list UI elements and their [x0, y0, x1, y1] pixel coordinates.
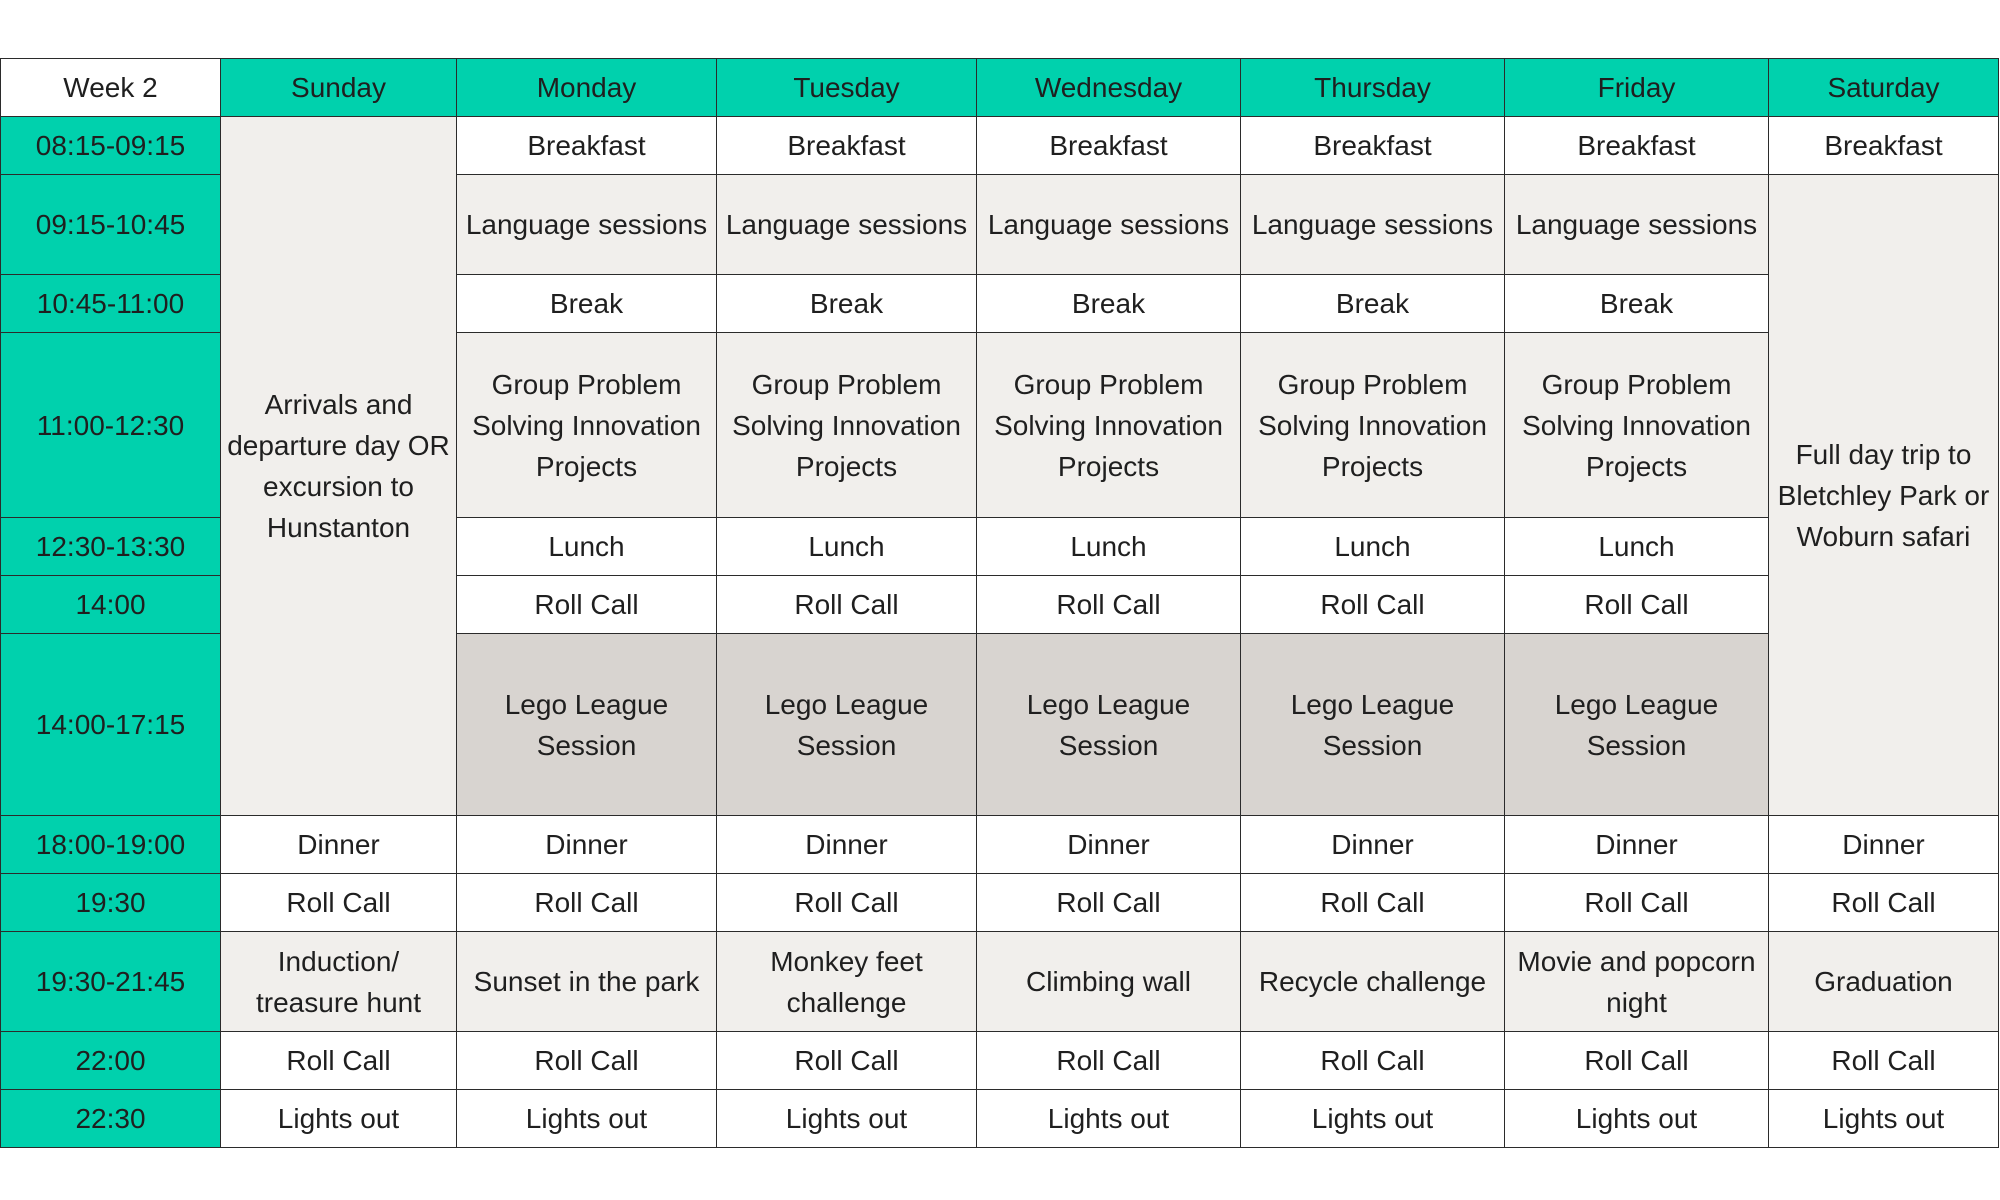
sunday-day-block: Arrivals and departure day OR excursion to Hunstanton [221, 117, 457, 816]
schedule-cell: Breakfast [1505, 117, 1769, 175]
time-slot: 14:00 [1, 576, 221, 634]
schedule-cell: Break [1241, 275, 1505, 333]
schedule-cell: Lights out [457, 1090, 717, 1148]
schedule-cell: Lunch [717, 518, 977, 576]
time-slot: 14:00-17:15 [1, 634, 221, 816]
time-slot: 12:30-13:30 [1, 518, 221, 576]
schedule-cell: Break [1505, 275, 1769, 333]
day-header-monday: Monday [457, 59, 717, 117]
schedule-cell: Lunch [1241, 518, 1505, 576]
schedule-cell: Group Problem Solving Innovation Projects [457, 333, 717, 518]
schedule-cell: Breakfast [717, 117, 977, 175]
schedule-cell: Language sessions [1241, 175, 1505, 275]
saturday-day-block: Full day trip to Bletchley Park or Woburn safari [1769, 175, 1999, 816]
schedule-cell: Dinner [1505, 816, 1769, 874]
time-slot: 22:00 [1, 1032, 221, 1090]
schedule-cell: Monkey feet challenge [717, 932, 977, 1032]
schedule-cell: Lights out [1241, 1090, 1505, 1148]
schedule-cell: Lego League Session [977, 634, 1241, 816]
schedule-cell: Dinner [1241, 816, 1505, 874]
schedule-cell: Lego League Session [457, 634, 717, 816]
time-slot: 10:45-11:00 [1, 275, 221, 333]
schedule-cell: Graduation [1769, 932, 1999, 1032]
schedule-cell: Roll Call [1505, 1032, 1769, 1090]
schedule-cell: Dinner [221, 816, 457, 874]
schedule-cell: Roll Call [1769, 1032, 1999, 1090]
schedule-cell: Group Problem Solving Innovation Projects [1241, 333, 1505, 518]
schedule-cell: Sunset in the park [457, 932, 717, 1032]
time-slot: 19:30 [1, 874, 221, 932]
schedule-cell: Dinner [977, 816, 1241, 874]
schedule-cell: Lego League Session [1505, 634, 1769, 816]
schedule-cell: Lego League Session [1241, 634, 1505, 816]
day-header-tuesday: Tuesday [717, 59, 977, 117]
time-slot: 22:30 [1, 1090, 221, 1148]
schedule-cell: Roll Call [977, 874, 1241, 932]
schedule-cell: Break [977, 275, 1241, 333]
schedule-cell: Lights out [1769, 1090, 1999, 1148]
schedule-cell: Roll Call [457, 874, 717, 932]
day-header-thursday: Thursday [1241, 59, 1505, 117]
schedule-cell: Roll Call [221, 874, 457, 932]
schedule-cell: Induction/ treasure hunt [221, 932, 457, 1032]
schedule-cell: Recycle challenge [1241, 932, 1505, 1032]
schedule-cell: Language sessions [717, 175, 977, 275]
schedule-cell: Roll Call [717, 576, 977, 634]
schedule-cell: Dinner [1769, 816, 1999, 874]
schedule-cell: Movie and popcorn night [1505, 932, 1769, 1032]
schedule-cell: Breakfast [1241, 117, 1505, 175]
schedule-cell: Dinner [717, 816, 977, 874]
day-header-sunday: Sunday [221, 59, 457, 117]
table-row [1, 1090, 1999, 1148]
schedule-cell: Roll Call [717, 1032, 977, 1090]
schedule-cell: Group Problem Solving Innovation Projects [1505, 333, 1769, 518]
schedule-cell: Group Problem Solving Innovation Projects [717, 333, 977, 518]
schedule-cell: Roll Call [977, 576, 1241, 634]
day-header-friday: Friday [1505, 59, 1769, 117]
schedule-cell: Lunch [1505, 518, 1769, 576]
weekly-timetable [0, 58, 1999, 1148]
schedule-cell: Lego League Session [717, 634, 977, 816]
schedule-cell: Break [457, 275, 717, 333]
week-label: Week 2 [1, 59, 221, 117]
schedule-cell: Lights out [977, 1090, 1241, 1148]
day-header-saturday: Saturday [1769, 59, 1999, 117]
schedule-cell: Roll Call [1241, 874, 1505, 932]
schedule-cell: Roll Call [1505, 874, 1769, 932]
schedule-cell: Language sessions [977, 175, 1241, 275]
table-row [1, 816, 1999, 874]
schedule-cell: Breakfast [1769, 117, 1999, 175]
time-slot: 08:15-09:15 [1, 117, 221, 175]
schedule-cell: Lunch [977, 518, 1241, 576]
schedule-cell: Roll Call [1769, 874, 1999, 932]
schedule-cell: Roll Call [977, 1032, 1241, 1090]
schedule-cell: Roll Call [457, 576, 717, 634]
schedule-cell: Breakfast [977, 117, 1241, 175]
schedule-cell: Lunch [457, 518, 717, 576]
header-row [1, 59, 1999, 117]
table-row [1, 874, 1999, 932]
schedule-cell: Roll Call [1241, 1032, 1505, 1090]
schedule-cell: Lights out [717, 1090, 977, 1148]
schedule-cell: Roll Call [221, 1032, 457, 1090]
time-slot: 11:00-12:30 [1, 333, 221, 518]
schedule-cell: Dinner [457, 816, 717, 874]
schedule-cell: Climbing wall [977, 932, 1241, 1032]
table-row [1, 1032, 1999, 1090]
schedule-cell: Roll Call [717, 874, 977, 932]
schedule-cell: Lights out [1505, 1090, 1769, 1148]
day-header-wednesday: Wednesday [977, 59, 1241, 117]
schedule-cell: Language sessions [457, 175, 717, 275]
schedule-cell: Breakfast [457, 117, 717, 175]
time-slot: 19:30-21:45 [1, 932, 221, 1032]
time-slot: 18:00-19:00 [1, 816, 221, 874]
schedule-cell: Lights out [221, 1090, 457, 1148]
schedule-cell: Roll Call [1241, 576, 1505, 634]
schedule-cell: Break [717, 275, 977, 333]
schedule-cell: Roll Call [457, 1032, 717, 1090]
time-slot: 09:15-10:45 [1, 175, 221, 275]
schedule-cell: Roll Call [1505, 576, 1769, 634]
schedule-cell: Language sessions [1505, 175, 1769, 275]
schedule-cell: Group Problem Solving Innovation Projects [977, 333, 1241, 518]
table-row [1, 932, 1999, 1032]
table-row [1, 117, 1999, 175]
